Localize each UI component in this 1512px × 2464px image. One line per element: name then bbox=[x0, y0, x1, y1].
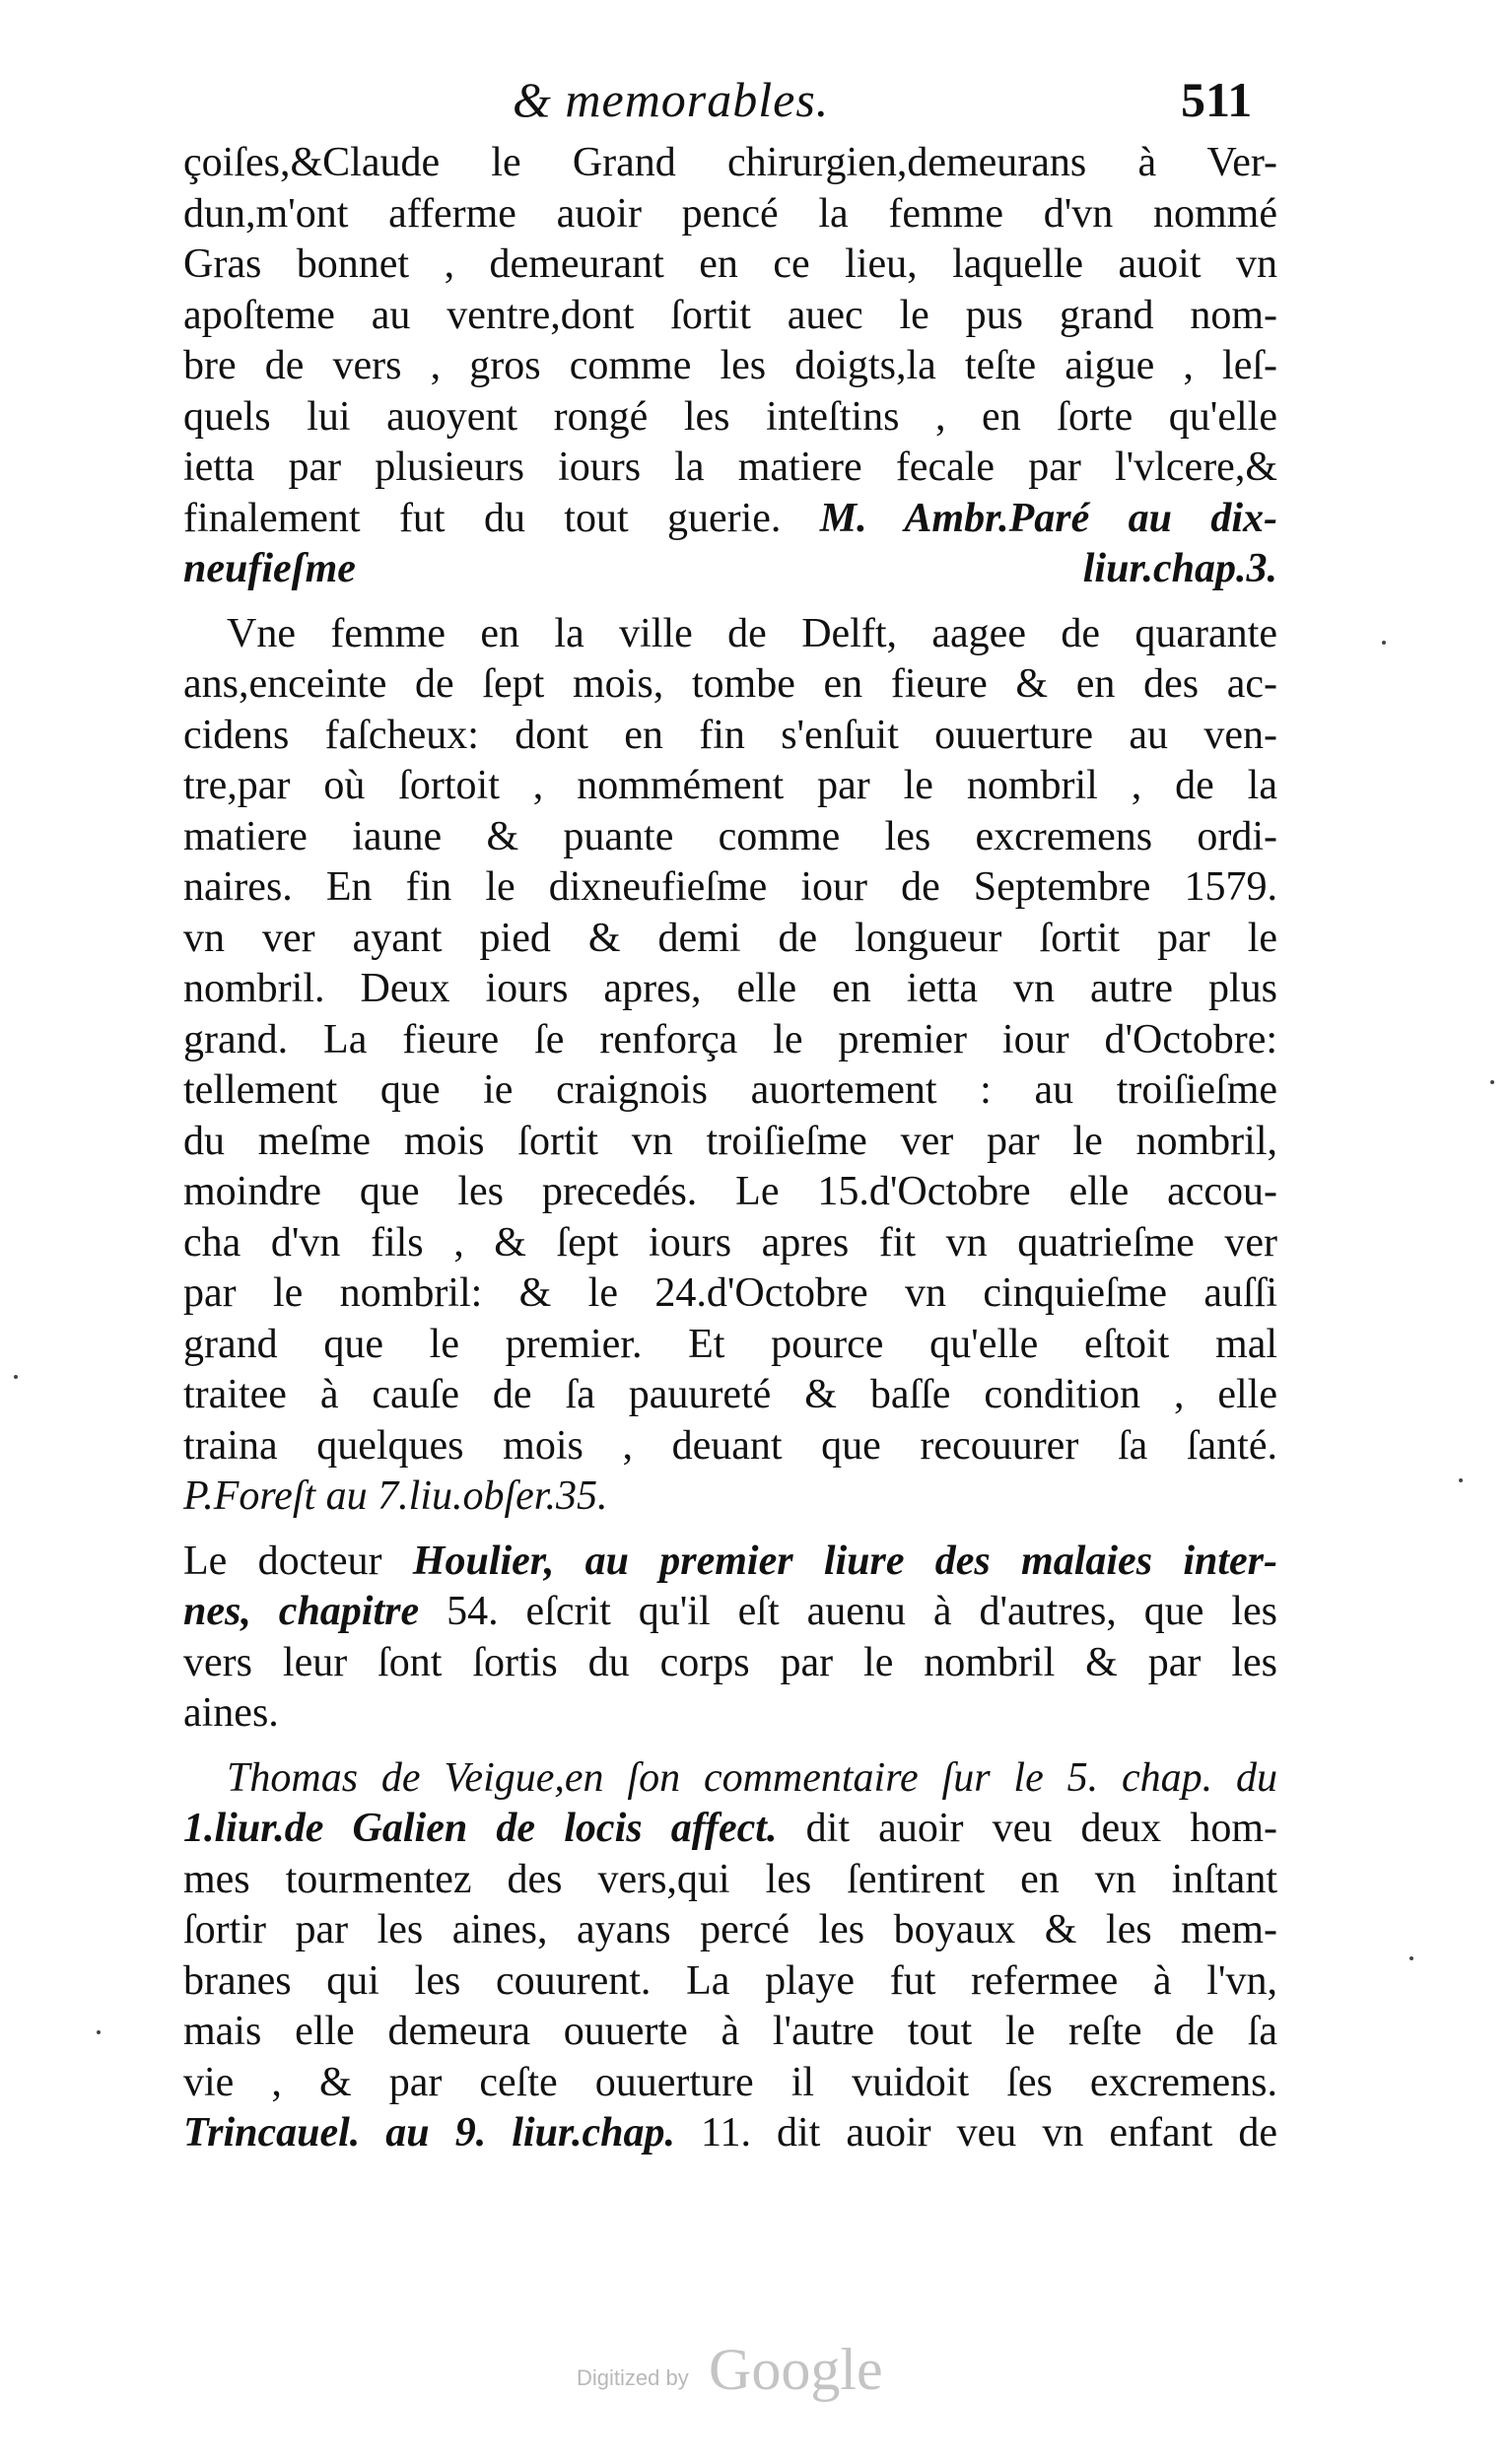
text-line bbox=[183, 659, 1277, 711]
text-run: moindre que les precedés. Le 15.d'Octobre elle accou- bbox=[183, 1169, 1277, 1214]
text-run: çoiſes,&Claude le Grand chirurgien,demeurans à Ver- bbox=[183, 140, 1277, 185]
text-line bbox=[183, 862, 1277, 914]
text-line bbox=[183, 1370, 1277, 1421]
text-line bbox=[183, 2007, 1277, 2058]
text-run: Le docteur bbox=[183, 1538, 413, 1584]
text-run: Trincauel. au 9. liur.chap. bbox=[183, 2110, 675, 2156]
text-run: Gras bonnet , demeurant en ce lieu, laquelle auoit vn bbox=[183, 241, 1277, 287]
text-line bbox=[183, 138, 1277, 189]
text-run: neufieſme liur.chap.3. bbox=[183, 546, 1277, 591]
text-line bbox=[183, 1320, 1277, 1371]
text-run: grand que le premier. Et pource qu'elle eſtoit mal bbox=[183, 1321, 1277, 1367]
scan-speck bbox=[14, 1375, 18, 1379]
text-run: branes qui les couurent. La playe fut refermee à l'vn, bbox=[183, 1957, 1277, 2004]
text-run: Thomas de Veigue,en ſon commentaire ſur le 5. chap. du bbox=[227, 1754, 1277, 1801]
paragraph-gap bbox=[183, 1740, 1277, 1753]
text-run: nes, chapitre bbox=[183, 1589, 420, 1634]
text-run: grand. La fieure ſe renforça le premier iour d'Octobre: bbox=[183, 1016, 1277, 1062]
text-run: bre de vers , gros comme les doigts,la teſte aigue , leſ- bbox=[183, 343, 1277, 388]
text-line bbox=[183, 1587, 1277, 1638]
text-run: Vne femme en la ville de Delft, aagee de quarante bbox=[227, 610, 1277, 656]
text-line bbox=[183, 1537, 1277, 1588]
running-head: & memorables. bbox=[513, 72, 830, 127]
text-run: dun,m'ont afferme auoir pencé la femme d'vn nommé bbox=[183, 190, 1277, 237]
text-run: traina quelques mois , deuant que recouurer ſa ſanté. bbox=[183, 1422, 1277, 1469]
text-line bbox=[183, 914, 1277, 965]
text-line bbox=[183, 1268, 1277, 1320]
text-run: dit auoir veu deux hom- bbox=[777, 1806, 1277, 1851]
text-run: tellement que ie craignois auortement : au troiſieſme bbox=[183, 1067, 1277, 1113]
text-line bbox=[183, 761, 1277, 812]
text-run: ietta par plusieurs iours la matiere fecale par l'vlcere,& bbox=[183, 445, 1277, 490]
text-run: mes tourmentez des vers,qui les ſentirent en vn inſtant bbox=[183, 1856, 1277, 1902]
text-run: mais elle demeura ouuerte à l'autre tout le reſte de ſa bbox=[183, 2009, 1277, 2054]
text-line bbox=[183, 189, 1277, 240]
text-line bbox=[183, 1117, 1277, 1168]
watermark bbox=[577, 2336, 931, 2405]
text-line bbox=[183, 2058, 1277, 2109]
text-line bbox=[183, 1688, 1277, 1740]
text-line bbox=[183, 1167, 1277, 1218]
text-run: 11. dit auoir veu vn enfant de bbox=[674, 2110, 1277, 2156]
text-line bbox=[183, 1015, 1277, 1066]
text-line bbox=[183, 494, 1277, 545]
text-block bbox=[183, 138, 1277, 2159]
text-run: apoſteme au ventre,dont ſortit auec le pus grand nom- bbox=[183, 292, 1277, 338]
scan-speck bbox=[1459, 1478, 1463, 1482]
text-line bbox=[183, 609, 1277, 660]
text-run: tre,par où ſortoit , nommément par le nombril , de la bbox=[183, 763, 1277, 808]
text-run: 1.liur.de Galien de locis affect. bbox=[183, 1806, 778, 1851]
text-line bbox=[183, 812, 1277, 863]
text-run: P.Foreſt au 7.liu.obſer.35. bbox=[183, 1473, 608, 1519]
google-logo: Google bbox=[709, 2337, 883, 2402]
text-run: nombril. Deux iours apres, elle en ietta vn autre plus bbox=[183, 966, 1277, 1011]
scan-speck bbox=[1382, 641, 1386, 645]
text-run: aines. bbox=[183, 1690, 279, 1736]
paragraph-gap bbox=[183, 1523, 1277, 1537]
text-run: ans,enceinte de ſept mois, tombe en fieure & en des ac- bbox=[183, 661, 1277, 707]
text-line bbox=[183, 544, 1277, 595]
paragraph-gap bbox=[183, 595, 1277, 609]
text-run: finalement fut du tout guerie. bbox=[183, 495, 820, 541]
text-line bbox=[183, 1472, 1277, 1523]
text-line bbox=[183, 1804, 1277, 1855]
text-run: ſortir par les aines, ayans percé les boyaux & les mem- bbox=[183, 1907, 1277, 1952]
text-run: par le nombril: & le 24.d'Octobre vn cinquieſme auſſi bbox=[183, 1270, 1277, 1316]
watermark-digitized-by: Digitized by bbox=[577, 2365, 689, 2390]
text-run: cha d'vn fils , & ſept iours apres fit vn quatrieſme ver bbox=[183, 1219, 1277, 1266]
text-line bbox=[183, 291, 1277, 342]
text-line bbox=[183, 240, 1277, 291]
text-run: traitee à cauſe de ſa pauureté & baſſe condition , elle bbox=[183, 1372, 1277, 1417]
text-run: 54. eſcrit qu'il eſt auenu à d'autres, que les bbox=[419, 1589, 1277, 1634]
text-line bbox=[183, 443, 1277, 494]
text-line bbox=[183, 1905, 1277, 1956]
text-run: M. Ambr.Paré au dix- bbox=[819, 495, 1277, 541]
page-number: 511 bbox=[1181, 72, 1253, 127]
text-line bbox=[183, 1855, 1277, 1906]
text-run: Houlier, au premier liure des malaies inter- bbox=[412, 1538, 1277, 1584]
scan-speck bbox=[97, 2030, 101, 2034]
text-run: vie , & par ceſte ouuerture il vuidoit ſes excremens. bbox=[183, 2059, 1277, 2105]
text-line bbox=[183, 1065, 1277, 1117]
text-line bbox=[183, 2108, 1277, 2159]
text-line bbox=[183, 392, 1277, 444]
text-run: matiere iaune & puante comme les excremens ordi- bbox=[183, 813, 1277, 859]
text-line bbox=[183, 1421, 1277, 1472]
text-line bbox=[183, 1218, 1277, 1269]
text-line bbox=[183, 711, 1277, 762]
text-run: cidens faſcheux: dont en fin s'enſuit ouuerture au ven- bbox=[183, 712, 1277, 758]
text-run: naires. En fin le dixneufieſme iour de Septembre 1579. bbox=[183, 864, 1277, 910]
text-run: vers leur ſont ſortis du corps par le nombril & par les bbox=[183, 1639, 1277, 1685]
text-line bbox=[183, 1753, 1277, 1805]
text-line bbox=[183, 964, 1277, 1015]
text-run: vn ver ayant pied & demi de longueur ſortit par le bbox=[183, 915, 1277, 961]
scan-speck bbox=[1409, 1956, 1413, 1960]
scan-speck bbox=[1490, 1080, 1494, 1084]
text-line bbox=[183, 341, 1277, 392]
text-run: du meſme mois ſortit vn troiſieſme ver par le nombril, bbox=[183, 1118, 1277, 1164]
text-line bbox=[183, 1956, 1277, 2008]
text-line bbox=[183, 1638, 1277, 1689]
text-run: quels lui auoyent rongé les inteſtins , en ſorte qu'elle bbox=[183, 393, 1277, 440]
